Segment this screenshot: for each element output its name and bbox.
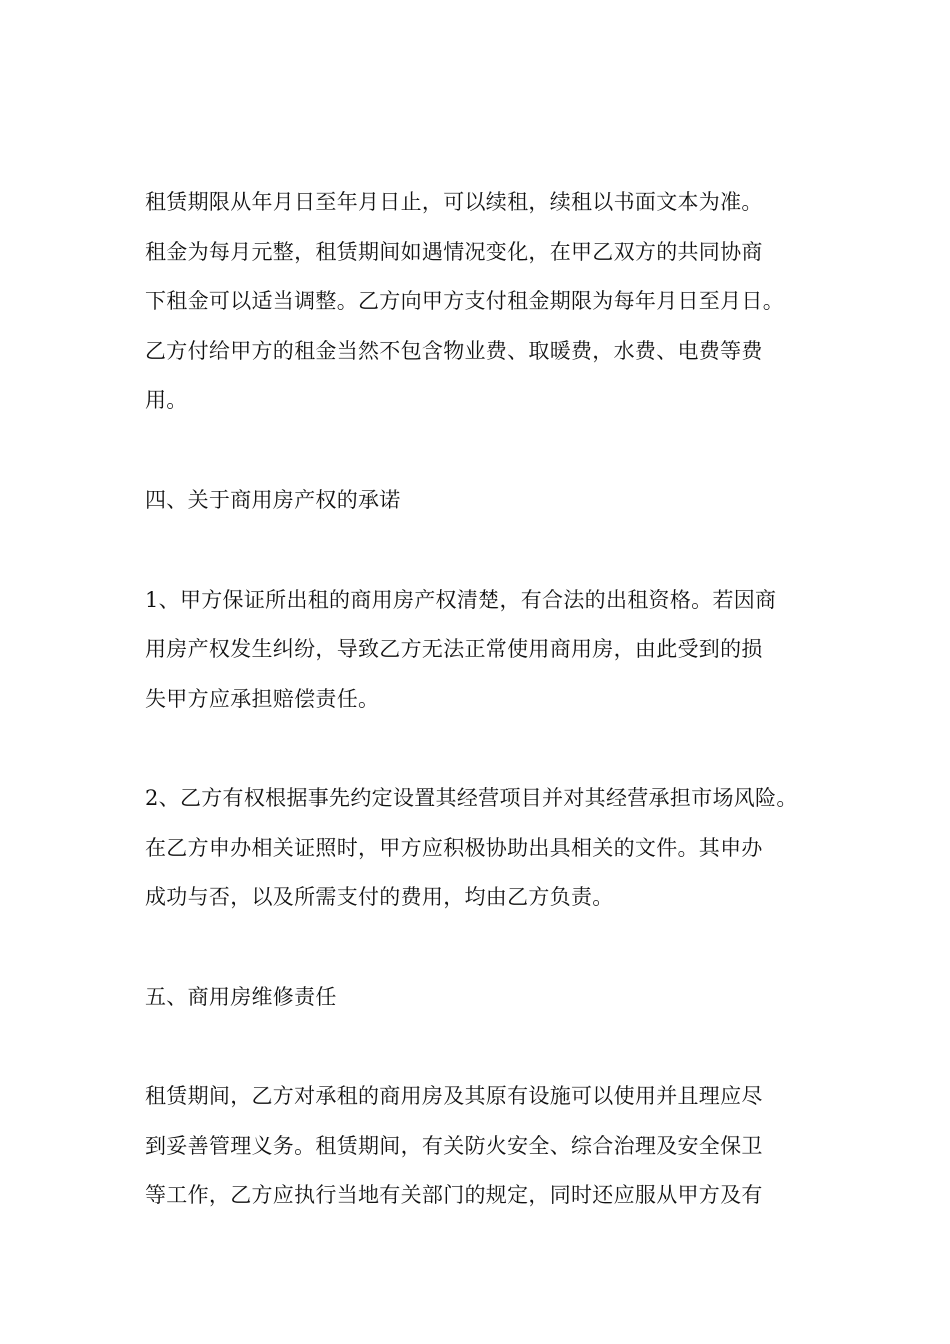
paragraph-line: 下租金可以适当调整。乙方向甲方支付租金期限为每年月日至月日。 xyxy=(145,289,784,313)
paragraph-line: 租赁期限从年月日至年月日止，可以续租，续租以书面文本为准。 xyxy=(145,190,763,214)
paragraph-line: 用。 xyxy=(145,388,188,412)
section-heading: 五、商用房维修责任 xyxy=(145,985,337,1009)
paragraph-line: 用房产权发生纠纷，导致乙方无法正常使用商用房，由此受到的损 xyxy=(145,637,763,661)
paragraph-line: 失甲方应承担赔偿责任。 xyxy=(145,687,380,711)
paragraph-line: 1、甲方保证所出租的商用房产权清楚，有合法的出租资格。若因商 xyxy=(145,588,777,612)
paragraph-line: 等工作，乙方应执行当地有关部门的规定，同时还应服从甲方及有 xyxy=(145,1183,763,1207)
paragraph-line: 乙方付给甲方的租金当然不包含物业费、取暖费，水费、电费等费 xyxy=(145,339,763,363)
paragraph-line: 到妥善管理义务。租赁期间，有关防火安全、综合治理及安全保卫 xyxy=(145,1134,763,1158)
paragraph-line: 在乙方申办相关证照时，甲方应积极协助出具相关的文件。其申办 xyxy=(145,836,763,860)
paragraph-line: 租赁期间，乙方对承租的商用房及其原有设施可以使用并且理应尽 xyxy=(145,1084,763,1108)
section-heading: 四、关于商用房产权的承诺 xyxy=(145,488,401,512)
paragraph-line: 租金为每月元整，租赁期间如遇情况变化，在甲乙双方的共同协商 xyxy=(145,240,763,264)
paragraph-line: 成功与否，以及所需支付的费用，均由乙方负责。 xyxy=(145,885,614,909)
paragraph-line: 2、乙方有权根据事先约定设置其经营项目并对其经营承担市场风险。 xyxy=(145,786,798,810)
